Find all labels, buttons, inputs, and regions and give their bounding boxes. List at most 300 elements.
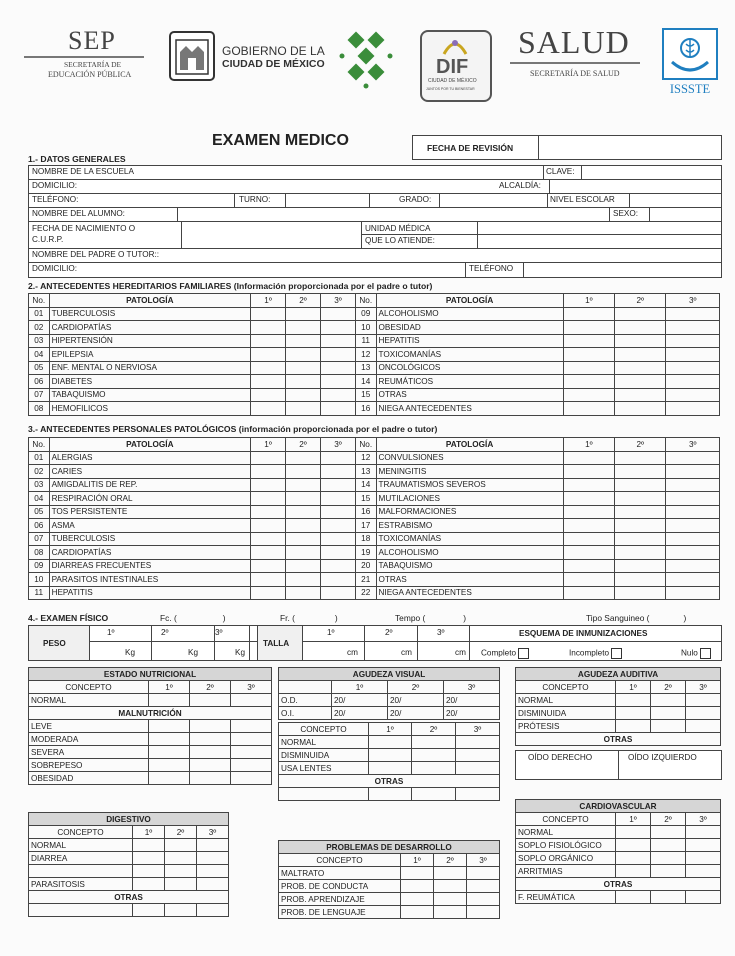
cell[interactable] xyxy=(434,906,467,919)
digestivo-item xyxy=(29,865,133,878)
cell[interactable] xyxy=(401,906,434,919)
auditiva-title: AGUDEZA AUDITIVA xyxy=(516,668,721,681)
cell[interactable] xyxy=(412,749,456,762)
cardiovascular-table xyxy=(515,799,721,904)
table-row xyxy=(29,478,720,492)
cell[interactable] xyxy=(563,559,614,573)
nulo-option[interactable] xyxy=(681,648,711,659)
table-row xyxy=(29,505,720,519)
nombre-escuela-label: NOMBRE DE LA ESCUELA xyxy=(32,167,134,176)
cell[interactable] xyxy=(251,492,286,506)
cell[interactable] xyxy=(686,694,721,707)
cell[interactable] xyxy=(563,586,614,600)
desarrollo-col-3: 3º xyxy=(467,854,500,867)
cell[interactable] xyxy=(321,307,356,321)
cell[interactable] xyxy=(666,519,720,533)
cell[interactable] xyxy=(615,492,666,506)
cell[interactable] xyxy=(616,891,651,904)
cell[interactable] xyxy=(321,321,356,335)
row-no: 18 xyxy=(355,532,376,546)
section-4-title: 4.- EXAMEN FÍSICO xyxy=(28,613,109,623)
oido-derecho-label: OÍDO DERECHO xyxy=(528,753,593,762)
cell[interactable] xyxy=(666,492,720,506)
cell[interactable] xyxy=(190,746,231,759)
cell[interactable] xyxy=(251,307,286,321)
cell[interactable] xyxy=(286,334,321,348)
cell[interactable] xyxy=(321,465,356,479)
nutricional-item: LEVE xyxy=(29,720,149,733)
cell[interactable] xyxy=(434,867,467,880)
cell[interactable] xyxy=(286,321,321,335)
cell[interactable] xyxy=(149,772,190,785)
cell[interactable] xyxy=(651,852,686,865)
table-row xyxy=(29,546,720,560)
cell[interactable] xyxy=(563,532,614,546)
cell[interactable] xyxy=(149,720,190,733)
agudeza-visual-table xyxy=(278,667,500,720)
cell[interactable] xyxy=(456,762,500,775)
form-title: EXAMEN MEDICO xyxy=(212,132,349,149)
cell[interactable] xyxy=(149,694,190,707)
cell[interactable] xyxy=(666,334,720,348)
section-3-title: 3.- ANTECEDENTES PERSONALES PATOLÓGICOS (información proporcionada por el padre o tutor) xyxy=(28,424,438,434)
cell[interactable] xyxy=(615,307,666,321)
cell[interactable] xyxy=(563,546,614,560)
col-no: No. xyxy=(29,294,50,308)
auditiva-col-1: 1º xyxy=(616,681,651,694)
cell[interactable] xyxy=(251,361,286,375)
incompleto-label: Incompleto xyxy=(569,648,610,658)
row-no: 15 xyxy=(355,388,376,402)
cell[interactable] xyxy=(563,451,614,465)
list-item xyxy=(279,867,500,880)
cell[interactable] xyxy=(563,478,614,492)
cell[interactable] xyxy=(133,865,165,878)
list-item xyxy=(279,762,500,775)
cell[interactable] xyxy=(666,321,720,335)
cell[interactable] xyxy=(666,465,720,479)
row-patologia: TRAUMATISMOS SEVEROS xyxy=(376,478,563,492)
cell[interactable] xyxy=(286,478,321,492)
oi-label: O.I. xyxy=(279,707,332,720)
cell[interactable] xyxy=(686,720,721,733)
cell[interactable] xyxy=(686,826,721,839)
sep-logo xyxy=(24,26,144,82)
cell[interactable] xyxy=(251,546,286,560)
cell[interactable] xyxy=(369,762,412,775)
cell[interactable] xyxy=(251,402,286,416)
cell[interactable] xyxy=(369,736,412,749)
cell[interactable] xyxy=(197,878,229,891)
row-no: 03 xyxy=(29,478,50,492)
cell[interactable] xyxy=(231,694,272,707)
cell[interactable] xyxy=(133,904,165,917)
list-item xyxy=(516,826,721,839)
cell[interactable] xyxy=(231,733,272,746)
cell[interactable] xyxy=(651,720,686,733)
cell[interactable] xyxy=(321,586,356,600)
cell[interactable] xyxy=(666,532,720,546)
cell[interactable] xyxy=(666,361,720,375)
cell[interactable] xyxy=(666,586,720,600)
row-no: 10 xyxy=(29,573,50,587)
cell[interactable] xyxy=(563,348,614,362)
table-row xyxy=(29,334,720,348)
cell[interactable] xyxy=(321,375,356,389)
cell[interactable] xyxy=(616,852,651,865)
padre-tutor-label: NOMBRE DEL PADRE O TUTOR:: xyxy=(32,250,160,259)
peso-2-label: 2º xyxy=(161,628,169,637)
cell[interactable] xyxy=(666,307,720,321)
cell[interactable] xyxy=(467,880,500,893)
incompleto-option[interactable] xyxy=(569,648,622,659)
cell[interactable] xyxy=(401,893,434,906)
cell[interactable] xyxy=(231,746,272,759)
completo-checkbox[interactable] xyxy=(518,648,529,659)
row-patologia: ALCOHOLISMO xyxy=(376,307,563,321)
digestivo-item: DIARREA xyxy=(29,852,133,865)
cell[interactable] xyxy=(615,546,666,560)
visual-item: NORMAL xyxy=(279,736,369,749)
cell[interactable] xyxy=(286,573,321,587)
row-no: 19 xyxy=(355,546,376,560)
oi-2[interactable]: 20/ xyxy=(388,707,444,720)
fr-field[interactable] xyxy=(280,613,338,623)
cell[interactable] xyxy=(616,720,651,733)
row-patologia: TABAQUISMO xyxy=(49,388,251,402)
cell[interactable] xyxy=(321,505,356,519)
tipo-sanguineo-field[interactable] xyxy=(586,613,686,623)
malnutricion-label: MALNUTRICIÓN xyxy=(29,707,272,720)
cell[interactable] xyxy=(686,852,721,865)
cell[interactable] xyxy=(369,788,412,801)
cell[interactable] xyxy=(369,749,412,762)
cell[interactable] xyxy=(286,492,321,506)
cdmx-emblem-icon xyxy=(336,28,396,90)
cell[interactable] xyxy=(165,878,197,891)
cell[interactable] xyxy=(616,839,651,852)
cell[interactable] xyxy=(563,492,614,506)
table-row xyxy=(29,465,720,479)
cell[interactable] xyxy=(615,465,666,479)
nulo-label: Nulo xyxy=(681,648,698,658)
cell[interactable] xyxy=(321,559,356,573)
cell[interactable] xyxy=(686,891,721,904)
cell[interactable] xyxy=(615,321,666,335)
incompleto-checkbox[interactable] xyxy=(611,648,622,659)
cell[interactable] xyxy=(321,361,356,375)
alcaldia-label: ALCALDÍA: xyxy=(499,181,541,190)
cell[interactable] xyxy=(286,546,321,560)
cell[interactable] xyxy=(412,736,456,749)
cell[interactable] xyxy=(616,865,651,878)
cell[interactable] xyxy=(616,707,651,720)
cell[interactable] xyxy=(286,519,321,533)
cell[interactable] xyxy=(615,361,666,375)
cell[interactable] xyxy=(231,720,272,733)
sep-title: SEP xyxy=(68,26,116,55)
cell[interactable] xyxy=(251,559,286,573)
list-item xyxy=(516,865,721,878)
cell[interactable] xyxy=(197,865,229,878)
cell[interactable] xyxy=(190,759,231,772)
cell[interactable] xyxy=(251,451,286,465)
cell[interactable] xyxy=(615,375,666,389)
cell[interactable] xyxy=(563,321,614,335)
cell[interactable] xyxy=(563,573,614,587)
row-patologia: HIPERTENSIÓN xyxy=(49,334,251,348)
row-no: 06 xyxy=(29,519,50,533)
cell[interactable] xyxy=(165,904,197,917)
cardio-concepto: CONCEPTO xyxy=(516,813,616,826)
digestivo-concepto: CONCEPTO xyxy=(29,826,133,839)
cell[interactable] xyxy=(616,826,651,839)
cell[interactable] xyxy=(666,478,720,492)
cell[interactable] xyxy=(615,505,666,519)
col-2: 2º xyxy=(286,294,321,308)
cell[interactable] xyxy=(666,573,720,587)
temp-field[interactable] xyxy=(395,613,466,623)
row-no: 09 xyxy=(355,307,376,321)
cell[interactable] xyxy=(563,402,614,416)
fc-close: ) xyxy=(222,613,226,623)
cell[interactable] xyxy=(615,402,666,416)
cell[interactable] xyxy=(615,586,666,600)
table-row xyxy=(29,375,720,389)
cell[interactable] xyxy=(197,904,229,917)
cell[interactable] xyxy=(190,720,231,733)
list-item xyxy=(29,772,272,785)
cell[interactable] xyxy=(686,865,721,878)
cell[interactable] xyxy=(165,839,197,852)
cell[interactable] xyxy=(321,334,356,348)
cell[interactable] xyxy=(251,505,286,519)
cell[interactable] xyxy=(133,852,165,865)
cell[interactable] xyxy=(321,478,356,492)
completo-option[interactable] xyxy=(481,648,529,659)
cell[interactable] xyxy=(467,906,500,919)
col-1: 1º xyxy=(251,294,286,308)
cell[interactable] xyxy=(686,707,721,720)
cell[interactable] xyxy=(321,519,356,533)
cell[interactable] xyxy=(563,307,614,321)
cell[interactable] xyxy=(563,505,614,519)
nulo-checkbox[interactable] xyxy=(700,648,711,659)
cell[interactable] xyxy=(251,478,286,492)
list-item xyxy=(516,839,721,852)
visual2-col-2: 2º xyxy=(412,723,456,736)
cell[interactable] xyxy=(149,733,190,746)
cell[interactable] xyxy=(165,852,197,865)
cell[interactable] xyxy=(321,492,356,506)
cell[interactable] xyxy=(615,573,666,587)
row-no: 17 xyxy=(355,519,376,533)
table-row xyxy=(29,402,720,416)
cell[interactable] xyxy=(321,532,356,546)
cell[interactable] xyxy=(401,867,434,880)
cell[interactable] xyxy=(651,707,686,720)
cell[interactable] xyxy=(251,532,286,546)
grado-label: GRADO: xyxy=(399,195,432,204)
col-no: No. xyxy=(29,438,50,452)
cell[interactable] xyxy=(149,746,190,759)
row-patologia: ALCOHOLISMO xyxy=(376,546,563,560)
row-no: 05 xyxy=(29,505,50,519)
cell[interactable] xyxy=(251,348,286,362)
cell[interactable] xyxy=(615,334,666,348)
cell[interactable] xyxy=(286,465,321,479)
cell[interactable] xyxy=(286,388,321,402)
table-row xyxy=(29,348,720,362)
cell[interactable] xyxy=(251,388,286,402)
estado-nutricional-table xyxy=(28,667,272,785)
cell[interactable] xyxy=(231,759,272,772)
cell[interactable] xyxy=(412,762,456,775)
cell[interactable] xyxy=(467,893,500,906)
cardio-col-1: 1º xyxy=(616,813,651,826)
cell[interactable] xyxy=(133,839,165,852)
cell[interactable] xyxy=(434,893,467,906)
col-2: 2º xyxy=(286,438,321,452)
cell[interactable] xyxy=(467,867,500,880)
cell[interactable] xyxy=(666,451,720,465)
cell[interactable] xyxy=(666,546,720,560)
cell[interactable] xyxy=(286,559,321,573)
peso-kg-1: Kg xyxy=(125,648,136,657)
cell[interactable] xyxy=(666,559,720,573)
cell[interactable] xyxy=(615,388,666,402)
cell[interactable] xyxy=(456,736,500,749)
cell[interactable] xyxy=(412,788,456,801)
row-patologia: RESPIRACIÓN ORAL xyxy=(49,492,251,506)
cell[interactable] xyxy=(563,361,614,375)
cell[interactable] xyxy=(321,348,356,362)
col-patologia: PATOLOGÍA xyxy=(376,438,563,452)
cell[interactable] xyxy=(563,519,614,533)
col-no: No. xyxy=(355,438,376,452)
od-3[interactable]: 20/ xyxy=(444,694,500,707)
cell[interactable] xyxy=(251,573,286,587)
cell[interactable] xyxy=(456,749,500,762)
cell[interactable] xyxy=(321,451,356,465)
cell[interactable] xyxy=(286,505,321,519)
cell[interactable] xyxy=(456,788,500,801)
turno-label: TURNO: xyxy=(239,195,271,204)
row-patologia: NIEGA ANTECEDENTES xyxy=(376,402,563,416)
cell[interactable] xyxy=(434,880,467,893)
row-patologia: CARDIOPATÍAS xyxy=(49,546,251,560)
cell[interactable] xyxy=(286,361,321,375)
cell[interactable] xyxy=(666,402,720,416)
cell[interactable] xyxy=(286,375,321,389)
cell[interactable] xyxy=(666,375,720,389)
cell[interactable] xyxy=(651,826,686,839)
cell[interactable] xyxy=(321,388,356,402)
list-item xyxy=(29,865,229,878)
cell[interactable] xyxy=(286,402,321,416)
cell[interactable] xyxy=(666,348,720,362)
cell[interactable] xyxy=(615,519,666,533)
section-2-title: 2.- ANTECEDENTES HEREDITARIOS FAMILIARES (Información proporcionada por el padre o tutor) xyxy=(28,281,433,291)
cell[interactable] xyxy=(251,321,286,335)
cell[interactable] xyxy=(321,546,356,560)
cell[interactable] xyxy=(563,375,614,389)
cell[interactable] xyxy=(651,839,686,852)
cell[interactable] xyxy=(651,865,686,878)
cell[interactable] xyxy=(251,465,286,479)
dif-tagline: JUNTOS POR TU BIENESTAR xyxy=(426,87,475,91)
cell[interactable] xyxy=(286,586,321,600)
cell[interactable] xyxy=(197,852,229,865)
desarrollo-item: MALTRATO xyxy=(279,867,401,880)
cell[interactable] xyxy=(286,348,321,362)
visual-concepto: CONCEPTO xyxy=(279,723,369,736)
sexo-label: SEXO: xyxy=(613,209,639,218)
cell[interactable] xyxy=(666,505,720,519)
cell[interactable] xyxy=(197,839,229,852)
list-item xyxy=(516,852,721,865)
cell[interactable] xyxy=(563,465,614,479)
cell[interactable] xyxy=(615,348,666,362)
cell[interactable] xyxy=(251,334,286,348)
cell[interactable] xyxy=(251,375,286,389)
sep-subtitle-2: EDUCACIÓN PÚBLICA xyxy=(48,70,132,79)
cell[interactable] xyxy=(615,559,666,573)
od-2[interactable]: 20/ xyxy=(388,694,444,707)
cell[interactable] xyxy=(251,519,286,533)
cell[interactable] xyxy=(251,586,286,600)
cell[interactable] xyxy=(615,532,666,546)
oi-3[interactable]: 20/ xyxy=(444,707,500,720)
cell[interactable] xyxy=(286,532,321,546)
cell[interactable] xyxy=(651,891,686,904)
cell[interactable] xyxy=(190,733,231,746)
visual-item: USA LENTES xyxy=(279,762,369,775)
row-no: 02 xyxy=(29,465,50,479)
cell[interactable] xyxy=(149,759,190,772)
cell[interactable] xyxy=(133,878,165,891)
cell[interactable] xyxy=(686,839,721,852)
cell[interactable] xyxy=(651,694,686,707)
fc-field[interactable] xyxy=(160,613,226,623)
list-item xyxy=(279,880,500,893)
cell[interactable] xyxy=(231,772,272,785)
cell[interactable] xyxy=(401,880,434,893)
cell[interactable] xyxy=(563,388,614,402)
list-item xyxy=(279,893,500,906)
row-no: 05 xyxy=(29,361,50,375)
cell[interactable] xyxy=(190,772,231,785)
cardio-item: ARRITMIAS xyxy=(516,865,616,878)
table-row xyxy=(29,586,720,600)
cell[interactable] xyxy=(286,451,321,465)
cell[interactable] xyxy=(321,402,356,416)
cell[interactable] xyxy=(615,451,666,465)
oi-1[interactable]: 20/ xyxy=(332,707,388,720)
nivel-escolar-label: NIVEL ESCOLAR xyxy=(550,195,615,204)
cell[interactable] xyxy=(190,694,231,707)
clave-label: CLAVE: xyxy=(546,167,575,176)
cell[interactable] xyxy=(563,334,614,348)
cell[interactable] xyxy=(666,388,720,402)
cell[interactable] xyxy=(321,573,356,587)
cell[interactable] xyxy=(616,694,651,707)
od-1[interactable]: 20/ xyxy=(332,694,388,707)
cell[interactable] xyxy=(165,865,197,878)
fecha-revision-field[interactable] xyxy=(412,135,722,160)
cell[interactable] xyxy=(615,478,666,492)
cell[interactable] xyxy=(286,307,321,321)
